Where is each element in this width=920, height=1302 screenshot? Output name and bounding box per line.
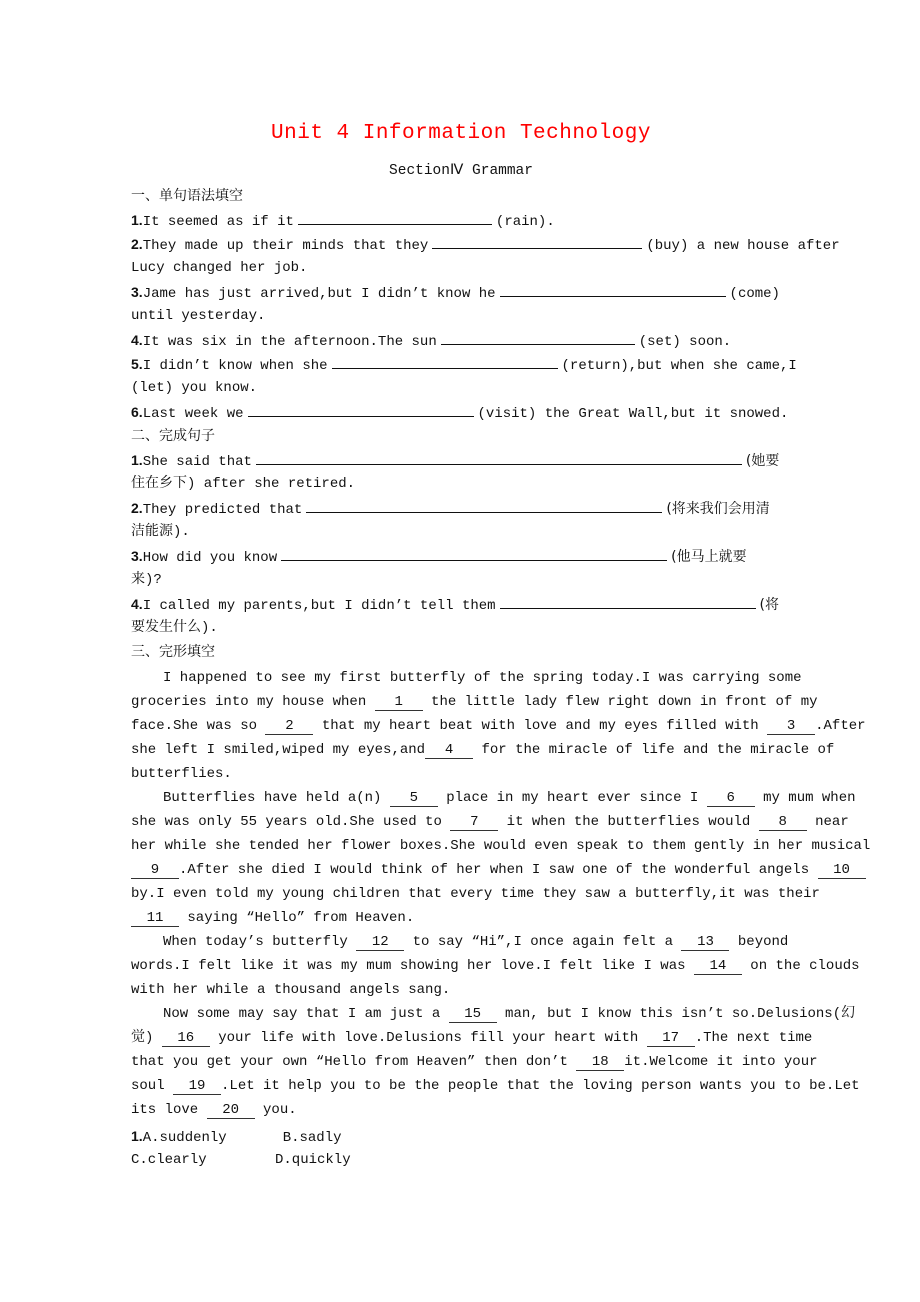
- s2-item-2-cont: 洁能源).: [131, 524, 190, 540]
- item-hint: (set): [638, 334, 681, 350]
- s1-item-6: [131, 400, 791, 424]
- cloze-blank-18[interactable]: 18: [576, 1054, 624, 1071]
- option-b[interactable]: B.sadly: [282, 1130, 342, 1146]
- cloze-blank-1[interactable]: 1: [375, 694, 423, 711]
- passage-text: butterflies.: [131, 766, 232, 782]
- item-hint: (visit): [477, 406, 537, 422]
- passage-text: .After: [815, 718, 866, 734]
- passage-text: near: [806, 814, 849, 830]
- passage-text: on the clouds: [741, 958, 860, 974]
- section-subtitle: SectionⅣ Grammar: [389, 163, 533, 179]
- passage-line: [131, 1026, 813, 1050]
- passage-line: [131, 1098, 791, 1122]
- s2-item-3-cont: 来)?: [131, 572, 162, 588]
- item-number: 2.: [131, 500, 143, 516]
- item-hint: (将: [759, 597, 780, 613]
- passage-text: 觉): [131, 1030, 162, 1046]
- s1-item-5: [131, 352, 797, 376]
- answer-blank[interactable]: [256, 448, 742, 465]
- item-hint: (她要: [745, 453, 780, 469]
- item-text-after: the Great Wall,but it snowed.: [544, 406, 789, 422]
- cloze-blank-4[interactable]: 4: [425, 742, 473, 759]
- item-text: I called my parents,but I didn’t tell them: [142, 598, 496, 614]
- cloze-blank-8[interactable]: 8: [759, 814, 807, 831]
- passage-text: the little lady flew right down in front of my: [422, 694, 818, 710]
- s1-item-4: [131, 328, 791, 352]
- cloze-blank-14[interactable]: 14: [694, 958, 742, 975]
- cloze-blank-13[interactable]: 13: [681, 934, 729, 951]
- answer-blank[interactable]: [281, 544, 667, 561]
- answer-blank[interactable]: [500, 280, 726, 297]
- passage-text: groceries into my house when: [131, 694, 375, 710]
- passage-line: [131, 906, 791, 930]
- item-text: Jame has just arrived,but I didn’t know he: [142, 286, 496, 302]
- s2-item-1-cont: 住在乡下) after she retired.: [131, 476, 356, 492]
- passage-text: .The next time: [694, 1030, 813, 1046]
- passage-text: that you get your own “Hello from Heaven” then don’t: [131, 1054, 577, 1070]
- item-number: 4.: [131, 596, 143, 612]
- passage-text: Butterflies have held a(n): [163, 790, 390, 806]
- item-number: 4.: [131, 332, 143, 348]
- passage-text: for the miracle of life and the miracle of: [473, 742, 835, 758]
- s2-item-4: [131, 592, 791, 616]
- passage-text: that my heart beat with love and my eyes filled with: [313, 718, 768, 734]
- answer-blank[interactable]: [332, 352, 558, 369]
- passage-text: you.: [254, 1102, 297, 1118]
- passage-text: man, but I know this isn’t so.Delusions(幻: [496, 1006, 856, 1022]
- item-number: 3.: [131, 548, 143, 564]
- passage-text: soul: [131, 1078, 174, 1094]
- item-hint: (come): [729, 286, 780, 302]
- item-number: 3.: [131, 284, 143, 300]
- passage-text: your life with love.Delusions fill your heart with: [209, 1030, 647, 1046]
- item-text-after: a new house after: [696, 238, 840, 254]
- item-text: They predicted that: [142, 502, 303, 518]
- item-number: 1.: [131, 212, 143, 228]
- item-text: It seemed as if it: [142, 214, 294, 230]
- cloze-blank-12[interactable]: 12: [356, 934, 404, 951]
- passage-line: [131, 1002, 856, 1026]
- item-text: She said that: [142, 454, 252, 470]
- s2-item-2: [131, 496, 791, 520]
- passage-line: [131, 714, 866, 738]
- passage-text: .After she died I would think of her when I saw one of the wonderful angels: [179, 862, 818, 878]
- item-text: Last week we: [142, 406, 244, 422]
- passage-text: saying “Hello” from Heaven.: [179, 910, 415, 926]
- passage-line: [131, 666, 802, 690]
- s1-item-1: [131, 208, 791, 232]
- answer-blank[interactable]: [441, 328, 635, 345]
- passage-text: her while she tended her flower boxes.She would even speak to them gently in her musical: [131, 838, 871, 854]
- passage-text: I happened to see my first butterfly of the spring today.I was carrying some: [163, 670, 802, 686]
- passage-line: [131, 1074, 860, 1098]
- item-number: 2.: [131, 236, 143, 252]
- passage-line: [131, 954, 860, 978]
- passage-text: words.I felt like it was my mum showing her love.I felt like I was: [131, 958, 694, 974]
- answer-blank[interactable]: [432, 232, 642, 249]
- cloze-blank-19[interactable]: 19: [173, 1078, 221, 1095]
- passage-line: [131, 738, 835, 762]
- s1-item-3: [131, 280, 791, 304]
- item-number: 6.: [131, 404, 143, 420]
- item-hint: (rain).: [495, 214, 555, 230]
- question-number: 1.: [131, 1128, 143, 1144]
- passage-text: with her while a thousand angels sang.: [131, 982, 451, 998]
- item-text: It was six in the afternoon.The sun: [142, 334, 437, 350]
- passage-text: face.She was so: [131, 718, 266, 734]
- answer-blank[interactable]: [248, 400, 474, 417]
- s1-item-3-cont: until yesterday.: [131, 308, 266, 324]
- s2-item-3: [131, 544, 791, 568]
- passage-text: it.Welcome it into your: [624, 1054, 818, 1070]
- passage-line: [131, 858, 850, 882]
- passage-line: [131, 786, 856, 810]
- item-text-after: soon.: [689, 334, 732, 350]
- cloze-blank-5[interactable]: 5: [390, 790, 438, 807]
- s1-item-2-cont: Lucy changed her job.: [131, 260, 308, 276]
- passage-text: .Let it help you to be the people that the loving person wants you to be.Let: [221, 1078, 860, 1094]
- cloze-blank-6[interactable]: 6: [707, 790, 755, 807]
- passage-line: [131, 834, 871, 858]
- passage-text: Now some may say that I am just a: [163, 1006, 449, 1022]
- passage-text: place in my heart ever since I: [437, 790, 707, 806]
- passage-line: [131, 690, 818, 714]
- cloze-blank-10[interactable]: 10: [818, 862, 866, 879]
- option-d[interactable]: D.quickly: [275, 1152, 351, 1168]
- s2-item-4-cont: 要发生什么).: [131, 620, 218, 636]
- option-a[interactable]: A.suddenly: [142, 1130, 227, 1146]
- passage-text: beyond: [729, 934, 789, 950]
- passage-line: [131, 930, 791, 954]
- passage-text: my mum when: [754, 790, 856, 806]
- passage-line: [131, 810, 849, 834]
- item-text: How did you know: [142, 550, 278, 566]
- s2-item-1: [131, 448, 791, 472]
- cloze-blank-2[interactable]: 2: [265, 718, 313, 735]
- passage-text: she left I smiled,wiped my eyes,and: [131, 742, 426, 758]
- item-hint: (return),but when she came,I: [561, 358, 797, 374]
- passage-text: by.I even told my young children that every time they saw a butterfly,it was their: [131, 886, 820, 902]
- item-hint: (buy): [646, 238, 689, 254]
- cloze-blank-9[interactable]: 9: [131, 862, 179, 879]
- answer-blank[interactable]: [500, 592, 756, 609]
- answer-blank[interactable]: [298, 208, 492, 225]
- cloze-blank-20[interactable]: 20: [207, 1102, 255, 1119]
- passage-text: its love: [131, 1102, 207, 1118]
- section2-heading: 二、完成句子: [131, 428, 215, 444]
- passage-text: to say “Hi”,I once again felt a: [404, 934, 682, 950]
- s1-item-2: [131, 232, 840, 256]
- option-c[interactable]: C.clearly: [131, 1152, 207, 1168]
- question-1-row2: [131, 1148, 791, 1172]
- passage-line: [131, 978, 791, 1002]
- passage-line: [131, 882, 820, 906]
- section3-heading: 三、完形填空: [131, 644, 215, 660]
- item-number: 1.: [131, 452, 143, 468]
- question-1-row1: [131, 1124, 791, 1148]
- cloze-blank-7[interactable]: 7: [450, 814, 498, 831]
- passage-line: [131, 1050, 818, 1074]
- passage-text: she was only 55 years old.She used to: [131, 814, 451, 830]
- item-hint: (他马上就要: [671, 549, 747, 565]
- cloze-blank-11[interactable]: 11: [131, 910, 179, 927]
- cloze-blank-15[interactable]: 15: [449, 1006, 497, 1023]
- item-text: I didn’t know when she: [142, 358, 328, 374]
- cloze-blank-3[interactable]: 3: [767, 718, 815, 735]
- answer-blank[interactable]: [306, 496, 662, 513]
- item-hint: (将来我们会用清: [666, 501, 770, 517]
- passage-line: [131, 762, 791, 786]
- section1-heading: 一、单句语法填空: [131, 188, 243, 204]
- s1-item-5-cont: (let) you know.: [131, 380, 258, 396]
- passage-text: When today’s butterfly: [163, 934, 357, 950]
- cloze-blank-17[interactable]: 17: [647, 1030, 695, 1047]
- document-title: Unit 4 Information Technology: [271, 122, 651, 145]
- item-number: 5.: [131, 356, 143, 372]
- passage-text: it when the butterflies would: [498, 814, 759, 830]
- item-text: They made up their minds that they: [142, 238, 429, 254]
- cloze-blank-16[interactable]: 16: [162, 1030, 210, 1047]
